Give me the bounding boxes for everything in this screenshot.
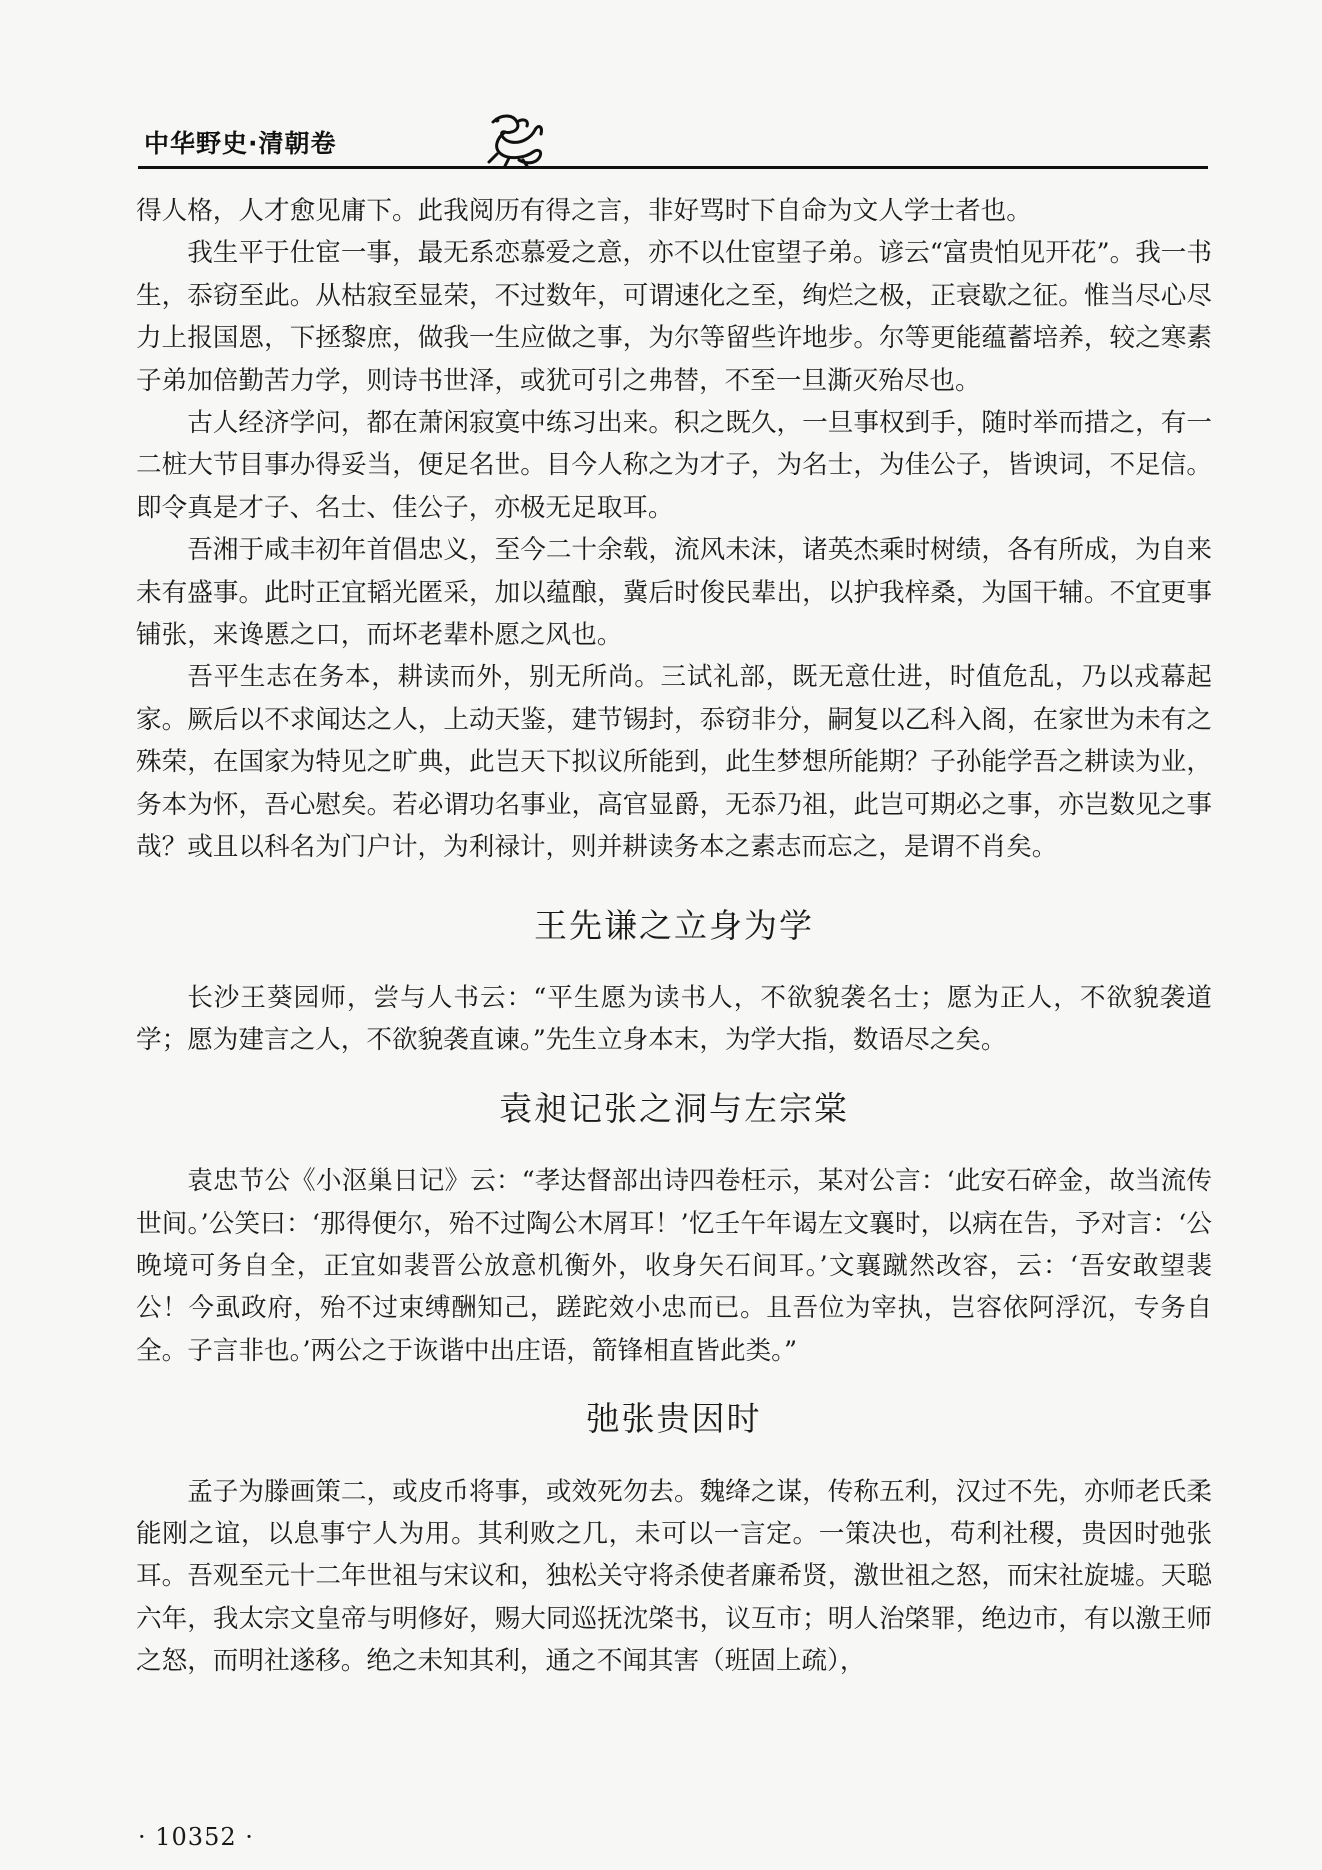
- paragraph: 袁忠节公《小沤巢日记》云：“孝达督部出诗四卷枉示，某对公言：‘此安石碎金，故当流传世间。’公笑曰：‘那得便尔，殆不过陶公木屑耳！’忆壬午年谒左文襄时，以病在告，予对言：‘公晚境可务自全，正宜如裴晋公放意机衡外，收身矢石间耳。’文襄蹴然改容，云：‘吾安敢望裴公！今虱政府，殆不过束缚酬知己，蹉跎效小忠而已。且吾位为宰执，岂容依阿浮沉，专务自全。子言非也。’两公之于诙谐中出庄语，箭锋相直皆此类。”: [136, 1166, 1212, 1366]
- page-body: [136, 190, 1212, 1683]
- paragraph: 长沙王葵园师，尝与人书云：“平生愿为读书人，不欲貌袭名士；愿为正人，不欲貌袭道学；愿为建言之人，不欲貌袭直谏。”先生立身本末，为学大指，数语尽之矣。: [136, 982, 1212, 1056]
- paragraph: 古人经济学问，都在萧闲寂寞中练习出来。积之既久，一旦事权到手，随时举而措之，有一二桩大节目事办得妥当，便足名世。目今人称之为才子，为名士，为佳公子，皆谀词，不足信。即令真是才子、名士、佳公子，亦极无足取耳。: [136, 408, 1212, 523]
- section-title-yuan: 袁昶记张之洞与左宗棠: [499, 1088, 849, 1128]
- header-divider: [138, 166, 1208, 169]
- paragraph: 我生平于仕宦一事，最无系恋慕爱之意，亦不以仕宦望子弟。谚云“富贵怕见开花”。我一书生，忝窃至此。从枯寂至显荣，不过数年，可谓速化之至，绚烂之极，正衰歇之征。惟当尽心尽力上报国恩，下拯黎庶，做我一生应做之事，为尔等留些许地步。尔等更能蕴蓄培养，较之寒素子弟加倍勤苦力学，则诗书世泽，或犹可引之弗替，不至一旦澌灭殆尽也。: [136, 238, 1212, 396]
- page-header: [138, 120, 1208, 166]
- book-title: 中华野史·清朝卷: [144, 129, 337, 158]
- dragon-emblem-icon: [483, 108, 549, 168]
- paragraph: 孟子为滕画策二，或皮币将事，或效死勿去。魏绛之谋，传称五利，汉过不先，亦师老氏柔能刚之谊，以息事宁人为用。其利败之几，未可以一言定。一策决也，苟利社稷，贵因时弛张耳。吾观至元十二年世祖与宋议和，独松关守将杀使者廉希贤，激世祖之怒，而宋社旋墟。天聪六年，我太宗文皇帝与明修好，赐大同巡抚沈棨书，议互市；明人治棨罪，绝边市，有以激王师之怒，而明社遂移。绝之未知其利，通之不闻其害（班固上疏），: [136, 1476, 1212, 1677]
- page-number: · 10352 ·: [138, 1823, 254, 1851]
- paragraph: 得人格，人才愈见庸下。此我阅历有得之言，非好骂时下自命为文人学士者也。: [136, 196, 1032, 226]
- section-title-wang: 王先谦之立身为学: [534, 905, 814, 945]
- paragraph: 吾平生志在务本，耕读而外，别无所尚。三试礼部，既无意仕进，时值危乱，乃以戎幕起家。厥后以不求闻达之人，上动天鉴，建节锡封，忝窃非分，嗣复以乙科入阁，在家世为未有之殊荣，在国家为特见之旷典，此岂天下拟议所能到，此生梦想所能期？子孙能学吾之耕读为业，务本为怀，吾心慰矣。若必谓功名事业，高官显爵，无忝乃祖，此岂可期必之事，亦岂数见之事哉？或且以科名为门户计，为利禄计，则并耕读务本之素志而忘之，是谓不肖矣。: [136, 662, 1212, 863]
- section-title-chi: 弛张贵因时: [586, 1399, 762, 1439]
- paragraph: 吾湘于咸丰初年首倡忠义，至今二十余载，流风未沫，诸英杰乘时树绩，各有所成，为自来未有盛事。此时正宜韬光匿采，加以蕴酿，冀后时俊民辈出，以护我梓桑，为国干辅。不宜更事铺张，来谗慝之口，而坏老辈朴愿之风也。: [136, 535, 1212, 651]
